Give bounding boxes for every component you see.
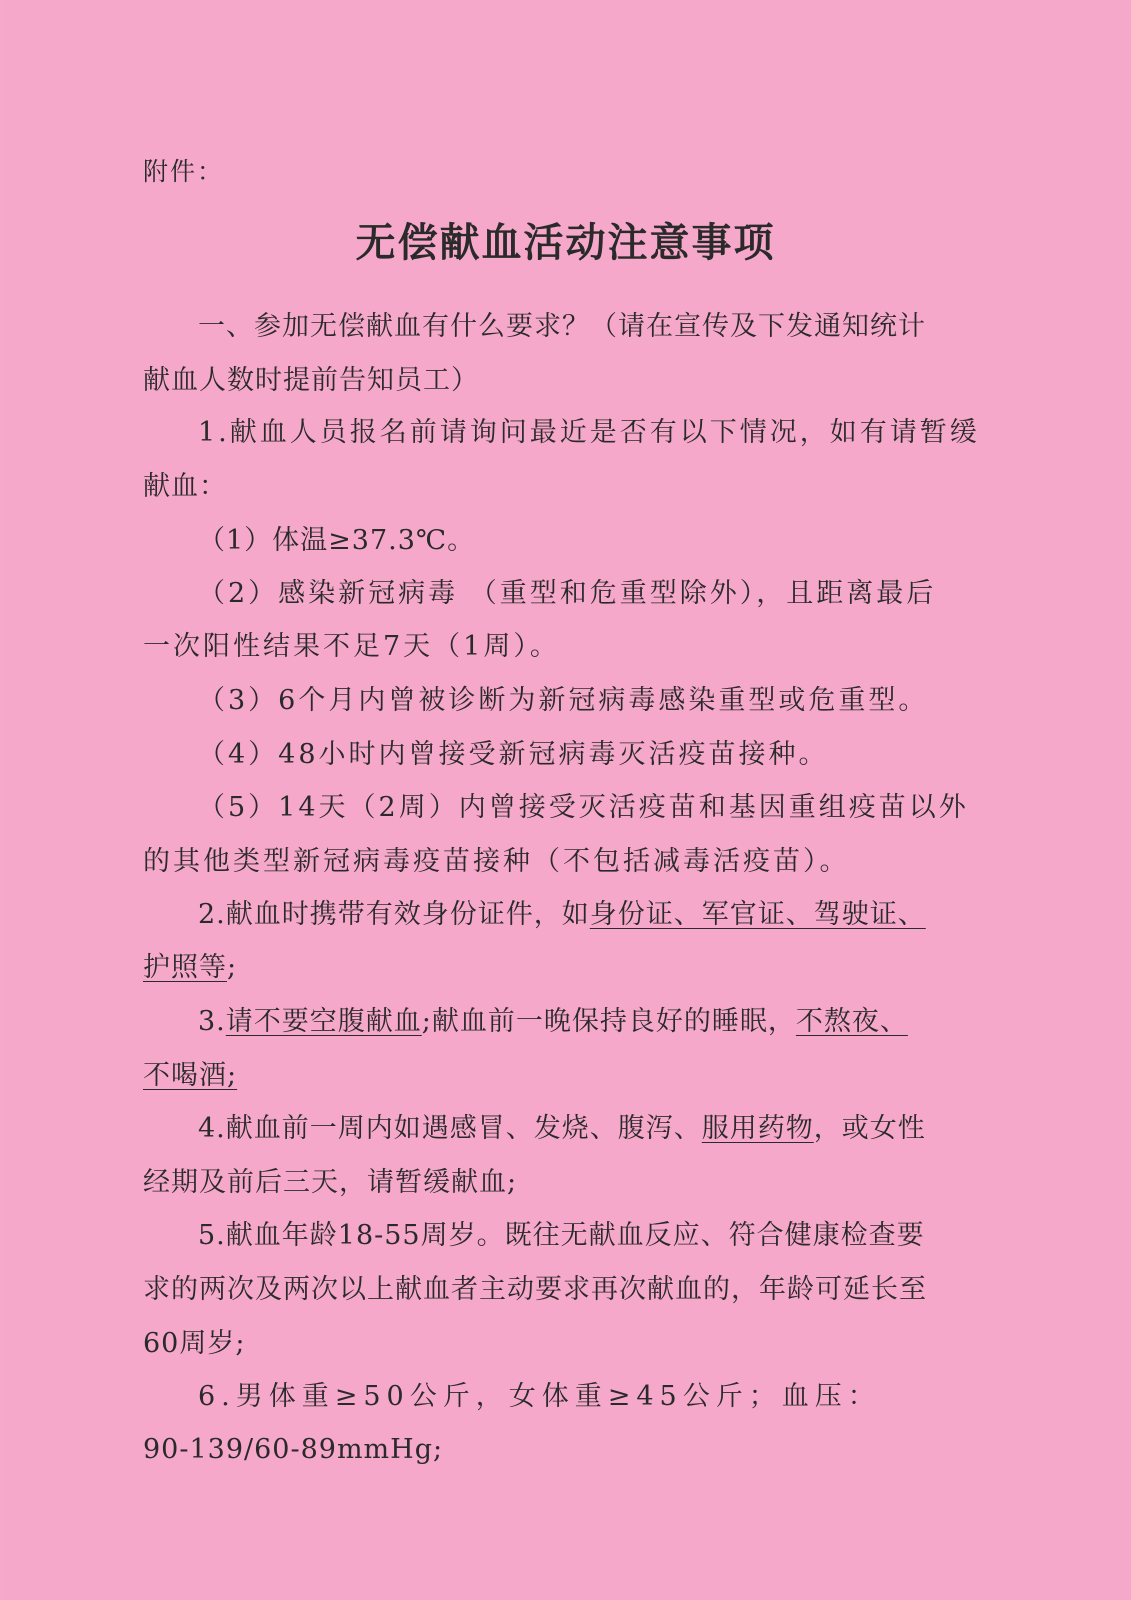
item2-line-2	[143, 948, 993, 988]
item6-line-1: 6.男体重≥50公斤，女体重≥45公斤；血压：	[198, 1381, 881, 1412]
item3-middle: ;献血前一晚保持良好的睡眠，	[421, 1006, 796, 1037]
item3-underlined-no-alcohol: 不喝酒;	[143, 1060, 238, 1091]
item2-suffix: ;	[227, 952, 238, 983]
item2-underlined-ids: 身份证、军官证、驾驶证、	[589, 899, 926, 930]
item5-line-3: 60周岁;	[143, 1328, 246, 1359]
item5-line-2: 求的两次及两次以上献血者主动要求再次献血的，年龄可延长至	[143, 1274, 927, 1305]
item3-line-2	[143, 1056, 993, 1096]
item1-line-2: 献血：	[143, 471, 227, 502]
item2-line-1	[198, 895, 993, 935]
attachment-label: 附件：	[143, 157, 225, 186]
item4-line-1	[198, 1109, 993, 1149]
item3-line-1	[198, 1002, 993, 1042]
item4-line-2: 经期及前后三天，请暂缓献血;	[143, 1167, 518, 1198]
section-heading-line-1: 一、参加无偿献血有什么要求？（请在宣传及下发通知统计	[198, 311, 926, 342]
item3-underlined-no-late-night: 不熬夜、	[795, 1006, 908, 1037]
item4-underlined-medication: 服用药物	[701, 1113, 814, 1144]
document-title: 无偿献血活动注意事项	[355, 219, 776, 266]
item1-sub2-line-2: 一次阳性结果不足7天（1周）。	[143, 631, 560, 662]
item1-sub3: （3）6个月内曾被诊断为新冠病毒感染重型或危重型。	[198, 685, 929, 716]
item1-line-1: 1.献血人员报名前请询问最近是否有以下情况，如有请暂缓	[198, 417, 980, 448]
item5-line-1: 5.献血年龄18-55周岁。既往无献血反应、符合健康检查要	[198, 1220, 925, 1251]
item6-line-2: 90-139/60-89mmHg;	[143, 1434, 444, 1465]
item1-sub1: （1）体温≥37.3℃。	[198, 525, 476, 556]
item1-sub5-line-2: 的其他类型新冠病毒疫苗接种（不包括减毒活疫苗）。	[143, 846, 850, 877]
item1-sub4: （4）48小时内曾接受新冠病毒灭活疫苗接种。	[198, 739, 829, 770]
item3-prefix: 3.	[198, 1006, 226, 1037]
item2-prefix: 2.献血时携带有效身份证件，如	[198, 899, 590, 930]
item4-suffix: ，或女性	[813, 1113, 926, 1144]
item2-underlined-passport: 护照等	[143, 952, 227, 983]
item4-prefix: 4.献血前一周内如遇感冒、发烧、腹泻、	[198, 1113, 702, 1144]
item3-underlined-fasting: 请不要空腹献血	[225, 1006, 422, 1037]
item1-sub5-line-1: （5）14天（2周）内曾接受灭活疫苗和基因重组疫苗以外	[198, 792, 969, 823]
section-heading-line-2: 献血人数时提前告知员工）	[143, 365, 479, 396]
item1-sub2-line-1: （2）感染新冠病毒 （重型和危重型除外），且距离最后	[198, 578, 937, 609]
